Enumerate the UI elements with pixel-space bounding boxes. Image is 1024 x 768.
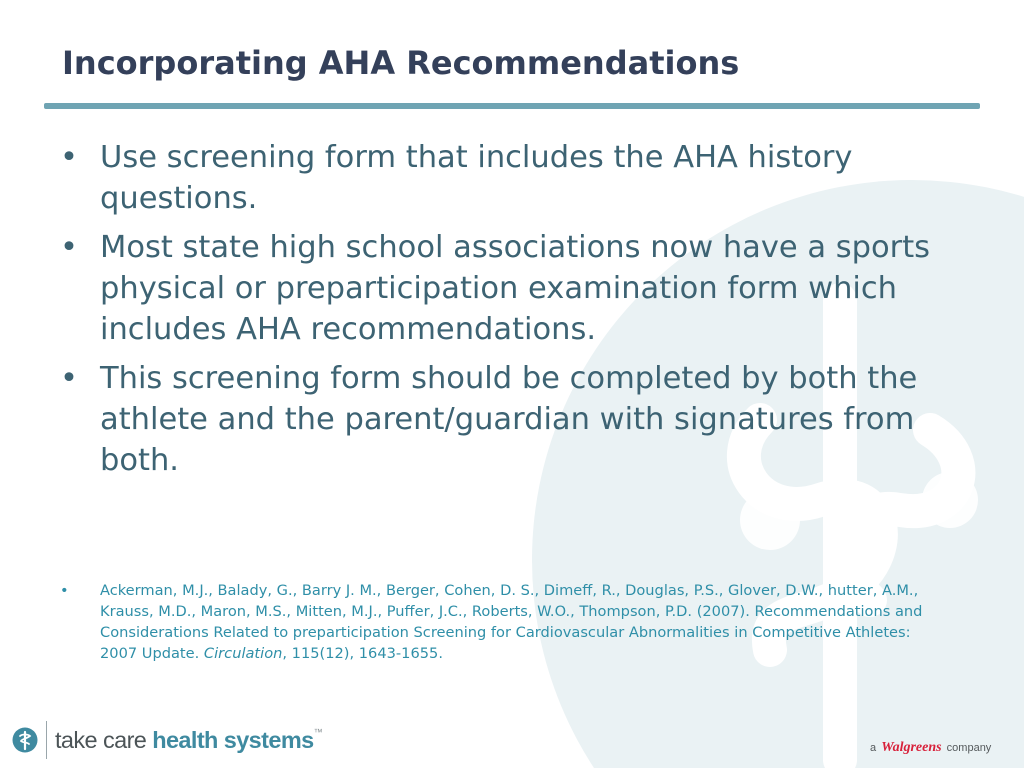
reference-item — [60, 580, 950, 664]
bullet-marker: • — [60, 582, 69, 599]
reference-text: Ackerman, M.J., Balady, G., Barry J. M., Berger, Cohen, D. S., Dimeff, R., Douglas, P.S., Glover, D.W., hutter, A.M., Krauss, M.D., Maron, M.S., Mitten, M.J., Puffer, J.C., Roberts, W.O., Thompson, P.D. (2007). Recommendations and Considerations Related to preparticipation Screening for Cardiovascular Abnormalities in Competitive Athletes: 2007 Update. — [100, 582, 923, 662]
company-logo — [12, 722, 322, 758]
bullet-list — [60, 137, 960, 489]
reference-list — [60, 580, 950, 664]
reference-citation: , 115(12), 1643-1655. — [282, 645, 443, 662]
slide-title: Incorporating AHA Recommendations — [62, 44, 740, 82]
reference-journal: Circulation — [203, 645, 283, 662]
logo-text-strong: health systems — [152, 726, 314, 753]
walgreens-suffix: company — [946, 742, 992, 754]
logo-text-light: take care — [55, 726, 153, 753]
bullet-item — [60, 358, 960, 481]
walgreens-tagline — [870, 740, 1010, 760]
walgreens-brand: Walgreens — [881, 740, 942, 755]
bullet-marker: • — [60, 230, 78, 265]
walgreens-prefix: a — [870, 742, 877, 754]
bullet-marker: • — [60, 140, 78, 175]
caduceus-logo-icon — [12, 727, 38, 753]
bullet-item — [60, 137, 960, 219]
logo-trademark: ™ — [313, 726, 323, 737]
bullet-text: Most state high school associations now have a sports physical or preparticipation examination form which includes AHA recommendations. — [100, 230, 931, 347]
logo-divider — [46, 721, 47, 759]
bullet-marker: • — [60, 361, 78, 396]
logo-wordmark — [55, 727, 322, 754]
bullet-text: Use screening form that includes the AHA history questions. — [100, 140, 853, 216]
bullet-text: This screening form should be completed by both the athlete and the parent/guardian with signatures from both. — [100, 361, 918, 478]
title-divider — [44, 103, 980, 109]
bullet-item — [60, 227, 960, 350]
